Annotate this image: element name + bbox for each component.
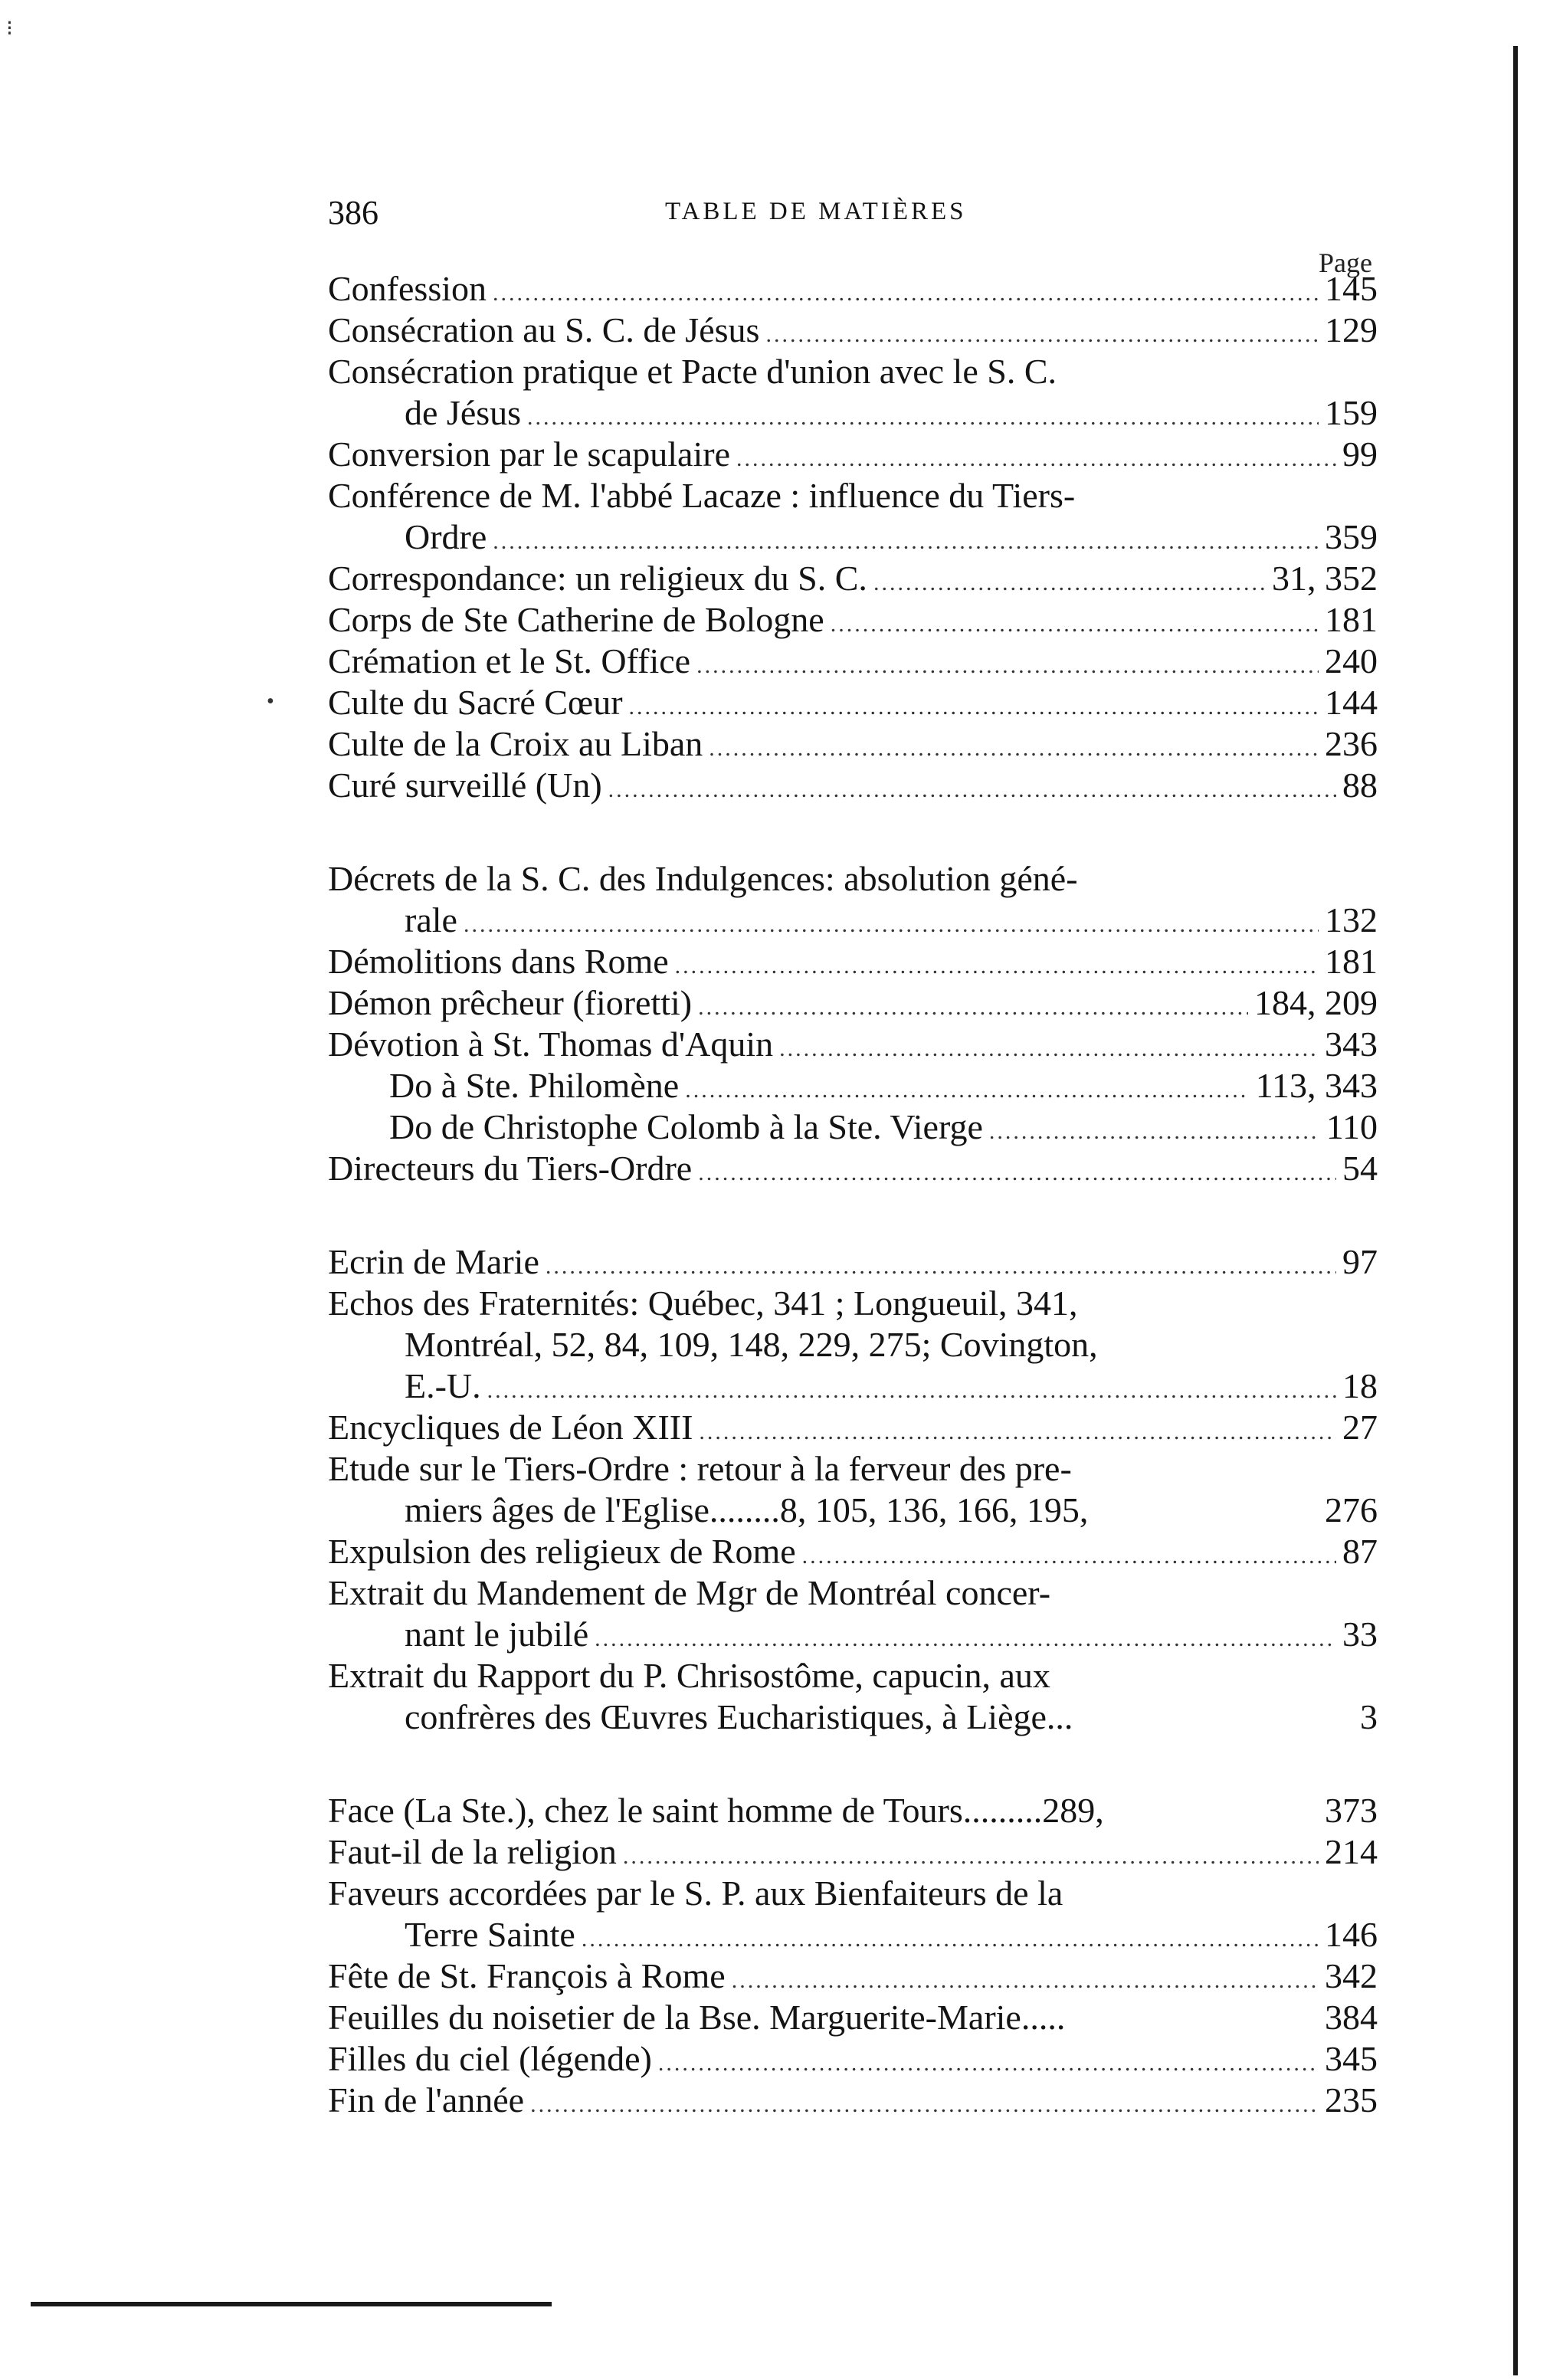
page-header — [328, 193, 1378, 239]
toc-entry — [328, 268, 1378, 310]
toc-entry-title: Correspondance: un religieux du S. C. — [328, 559, 867, 598]
toc-page-number: 181 — [1325, 942, 1378, 981]
toc-entry — [328, 1831, 1378, 1873]
toc-entry-line: Extrait du Rapport du P. Chrisostôme, capucin, aux — [328, 1656, 1050, 1695]
toc-page-number: 54 — [1342, 1149, 1378, 1188]
toc-entry-line: Consécration pratique et Pacte d'union avec le S. C. — [328, 352, 1057, 391]
page-number: 386 — [328, 194, 378, 231]
toc-entry — [328, 2038, 1378, 2080]
toc-entry-title: Fin de l'année — [328, 2080, 525, 2119]
toc-entry — [328, 516, 1378, 558]
toc-page-number: 359 — [1325, 517, 1378, 556]
toc-entry — [328, 682, 1378, 723]
toc-entry — [328, 1790, 1378, 1831]
toc-entry-title: Do à Ste. Philomène — [389, 1066, 680, 1105]
dot-leader — [989, 1111, 1320, 1152]
dot-leader — [698, 1152, 1336, 1194]
toc-entry-line: Montréal, 52, 84, 109, 148, 229, 275; Covington, — [405, 1325, 1098, 1364]
toc-page-number: 33 — [1342, 1615, 1378, 1654]
toc-entry-line: Conférence de M. l'abbé Lacaze : influence du Tiers- — [328, 476, 1076, 515]
toc-page-number: 342 — [1325, 1956, 1378, 1995]
toc-entry — [328, 1914, 1378, 1955]
toc-entry-title: rale — [405, 900, 457, 939]
toc-entry — [328, 1490, 1378, 1531]
toc-entry — [328, 434, 1378, 475]
toc-entry-title: Directeurs du Tiers-Ordre — [328, 1149, 693, 1188]
toc-page-number: 132 — [1325, 900, 1378, 939]
page-column-label: Page — [1319, 248, 1372, 278]
dot-leader — [831, 604, 1319, 645]
toc-entry-title: Terre Sainte — [405, 1915, 575, 1954]
bottom-rule — [31, 2302, 552, 2306]
toc-entry — [328, 1997, 1378, 2038]
toc-entry-title: Dévotion à St. Thomas d'Aquin — [328, 1024, 774, 1064]
dot-leader — [658, 2043, 1319, 2084]
toc-page-number: 181 — [1325, 600, 1378, 639]
toc-page-number: 236 — [1325, 724, 1378, 763]
dot-leader — [527, 397, 1319, 438]
toc-entry-title: confrères des Œuvres Eucharistiques, à Liège... — [405, 1697, 1073, 1736]
toc-page-number: 18 — [1342, 1366, 1378, 1405]
margin-bullet: • — [267, 690, 274, 713]
dot-leader — [736, 438, 1336, 480]
toc-page-number: 110 — [1326, 1107, 1378, 1146]
toc-entry-title: Ordre — [405, 517, 487, 556]
toc-entry-title: Corps de Ste Catherine de Bologne — [328, 600, 824, 639]
toc-entry — [328, 900, 1378, 941]
toc-page-number: 31, 352 — [1272, 559, 1378, 598]
dot-leader — [608, 769, 1336, 811]
toc-entry-line: Echos des Fraternités: Québec, 341 ; Longueuil, 341, — [328, 1283, 1078, 1323]
toc-page-number: 3 — [1360, 1697, 1378, 1736]
toc-entry — [328, 1106, 1378, 1148]
dot-leader — [582, 1919, 1319, 1960]
toc-entry-title: Filles du ciel (légende) — [328, 2039, 652, 2078]
toc-entry — [328, 1696, 1378, 1738]
dot-leader — [696, 645, 1319, 687]
dot-leader — [530, 2084, 1319, 2126]
dot-leader — [487, 1370, 1336, 1411]
toc-page-number: 276 — [1325, 1490, 1378, 1529]
toc-entry — [328, 1365, 1378, 1407]
toc-page-number: 240 — [1325, 641, 1378, 680]
toc-entry — [328, 941, 1378, 982]
toc-entry-title: miers âges de l'Eglise........8, 105, 136, 166, 195, — [405, 1490, 1089, 1529]
toc-entry — [328, 392, 1378, 434]
toc-entry — [328, 310, 1378, 351]
toc-entry-title: Culte de la Croix au Liban — [328, 724, 703, 763]
dot-leader — [623, 1836, 1319, 1877]
toc-entry-title: Curé surveillé (Un) — [328, 765, 602, 805]
dot-leader — [629, 687, 1319, 728]
page-edge-rule — [1513, 46, 1518, 2375]
toc-entry-title: Démolitions dans Rome — [328, 942, 669, 981]
toc-entry-line: Extrait du Mandement de Mgr de Montréal concer- — [328, 1573, 1051, 1612]
toc-entry — [328, 1148, 1378, 1189]
toc-entry-title: Fête de St. François à Rome — [328, 1956, 726, 1995]
dot-leader — [493, 273, 1319, 314]
toc-page-number: 99 — [1342, 434, 1378, 474]
toc-entry-title: Consécration au S. C. de Jésus — [328, 310, 760, 349]
toc-page-number: 144 — [1325, 683, 1378, 722]
table-of-contents — [328, 268, 1378, 2121]
toc-entry-title: Conversion par le scapulaire — [328, 434, 730, 474]
toc-entry — [328, 1614, 1378, 1655]
dot-leader — [464, 904, 1319, 946]
toc-entry — [328, 1955, 1378, 1997]
toc-entry — [328, 558, 1378, 599]
toc-page-number: 159 — [1325, 393, 1378, 432]
dot-leader — [685, 1070, 1250, 1111]
dot-leader — [709, 728, 1319, 769]
dot-leader — [765, 314, 1319, 356]
toc-entry-title: Face (La Ste.), chez le saint homme de Tours.........289, — [328, 1791, 1104, 1830]
toc-page-number: 184, 209 — [1254, 983, 1378, 1022]
dot-leader — [546, 1246, 1336, 1287]
toc-entry-title: E.-U. — [405, 1366, 481, 1405]
toc-entry — [328, 723, 1378, 765]
toc-entry-title: Démon prêcheur (fioretti) — [328, 983, 693, 1022]
toc-page-number: 88 — [1342, 765, 1378, 805]
toc-entry — [328, 1531, 1378, 1572]
toc-entry-line: Etude sur le Tiers-Ordre : retour à la ferveur des pre- — [328, 1449, 1072, 1488]
section-gap — [328, 806, 1378, 858]
toc-page-number: 345 — [1325, 2039, 1378, 2078]
toc-entry-title: Feuilles du noisetier de la Bse. Marguerite-Marie..... — [328, 1998, 1066, 2037]
toc-entry — [328, 641, 1378, 682]
toc-page-number: 373 — [1325, 1791, 1378, 1830]
toc-entry-title: Encycliques de Léon XIII — [328, 1408, 693, 1447]
dot-leader — [779, 1028, 1319, 1070]
toc-entry — [328, 982, 1378, 1024]
toc-page-number: 97 — [1342, 1242, 1378, 1281]
toc-entry-title: Culte du Sacré Cœur — [328, 683, 623, 722]
toc-entry — [328, 599, 1378, 641]
toc-entry — [328, 765, 1378, 806]
dot-leader — [675, 946, 1319, 987]
toc-entry-line: Faveurs accordées par le S. P. aux Bienfaiteurs de la — [328, 1874, 1063, 1913]
toc-entry-title: Expulsion des religieux de Rome — [328, 1532, 796, 1571]
toc-page-number: 145 — [1325, 269, 1378, 308]
running-title: TABLE DE MATIÈRES — [665, 198, 967, 225]
toc-entry-title: Crémation et le St. Office — [328, 641, 691, 680]
toc-entry-title: Do de Christophe Colomb à la Ste. Vierge — [389, 1107, 983, 1146]
toc-entry-title: de Jésus — [405, 393, 522, 432]
dot-leader — [873, 562, 1266, 604]
toc-entry-title: Ecrin de Marie — [328, 1242, 539, 1281]
toc-page-number: 27 — [1342, 1408, 1378, 1447]
toc-entry-line: Décrets de la S. C. des Indulgences: absolution géné- — [328, 859, 1078, 898]
toc-entry-title: nant le jubilé — [405, 1615, 589, 1654]
toc-entry — [328, 1065, 1378, 1106]
section-gap — [328, 1189, 1378, 1241]
toc-page-number: 214 — [1325, 1832, 1378, 1871]
dot-leader — [802, 1536, 1336, 1577]
dot-leader — [595, 1618, 1336, 1660]
toc-entry — [328, 2080, 1378, 2121]
toc-entry-title: Confession — [328, 269, 487, 308]
toc-page-number: 384 — [1325, 1998, 1378, 2037]
toc-page-number: 235 — [1325, 2080, 1378, 2119]
dot-leader — [699, 1411, 1336, 1453]
toc-page-number: 87 — [1342, 1532, 1378, 1571]
toc-entry-title: Faut-il de la religion — [328, 1832, 617, 1871]
toc-page-number: 343 — [1325, 1024, 1378, 1064]
toc-entry — [328, 1241, 1378, 1283]
toc-page-number: 146 — [1325, 1915, 1378, 1954]
toc-entry — [328, 1407, 1378, 1448]
toc-page-number: 113, 343 — [1255, 1066, 1378, 1105]
dot-leader — [732, 1960, 1319, 2001]
margin-mark: ⁝ — [6, 17, 13, 41]
toc-entry — [328, 1024, 1378, 1065]
toc-page-number: 129 — [1325, 310, 1378, 349]
dot-leader — [698, 987, 1248, 1028]
dot-leader — [493, 521, 1319, 562]
section-gap — [328, 1738, 1378, 1790]
